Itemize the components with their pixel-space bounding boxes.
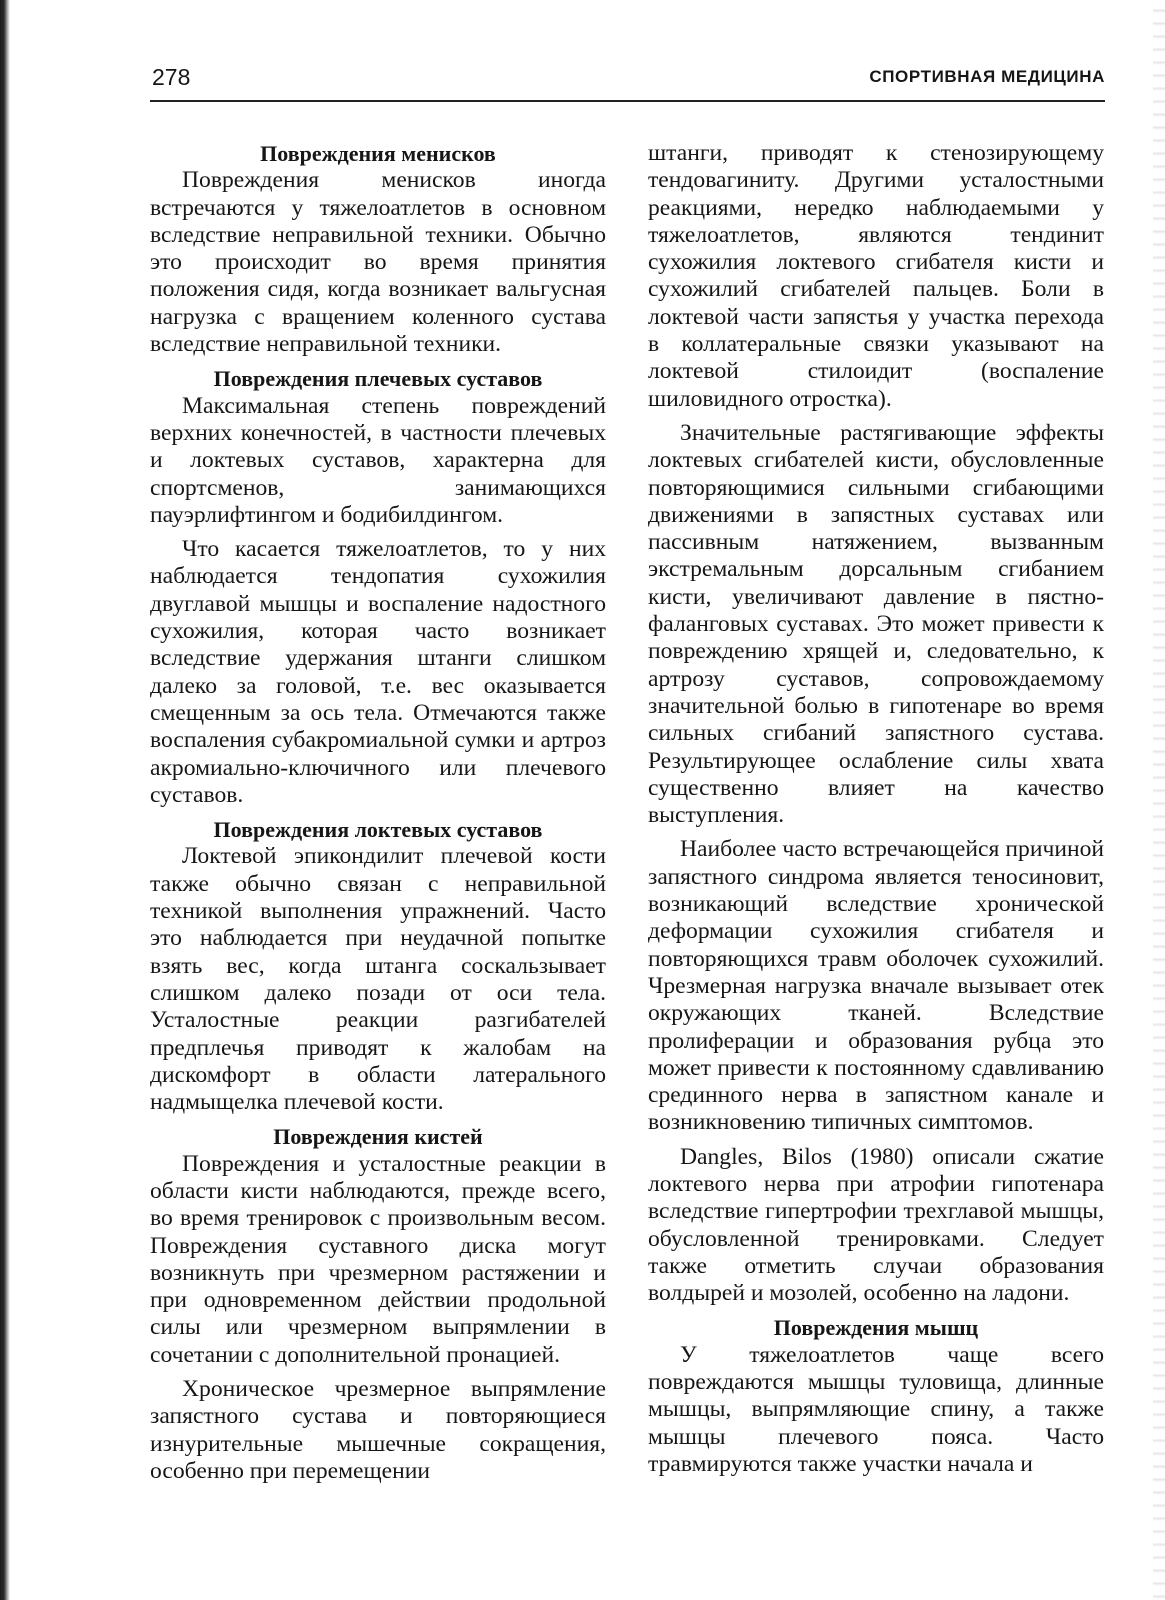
paragraph: Хроническое чрезмерное выпрямление запястного сустава и повторяющиеся изнурительные мышечные сокращения, особенно при перемещении [150,1376,606,1484]
paragraph-continued: штанги, приводят к стенозирующему тендовагиниту. Другими усталостными реакциями, нередко наблюдаемыми у тяжелоатлетов, являются тендинит сухожилия локтевого сгибателя кисти и сухожилий сгибателей пальцев. Боли в локтевой части запястья у участка перехода в коллатеральные связки указывают на локтевой стилоидит (воспаление шиловидного отростка). [648,140,1104,412]
running-title: СПОРТИВНАЯ МЕДИЦИНА [869,67,1105,86]
paragraph: Локтевой эпикондилит плечевой кости также обычно связан с неправильной техникой выполнения упражнений. Часто это наблюдается при неудачной попытке взять вес, когда штанга соскальзывает слишком далеко позади от оси тела. Усталостные реакции разгибателей предплечья приводят к жалобам на дискомфорт в области латерального надмыщелка плечевой кости. [150,843,606,1116]
paragraph: Наиболее часто встречающейся причиной запястного синдрома является теносиновит, возникающий вследствие хронической деформации сухожилия сгибателя и повторяющихся травм оболочек сухожилий. Чрезмерная нагрузка вначале вызывает отек окружающих тканей. Вследствие пролиферации и образования рубца это может привести к постоянному сдавливанию срединного нерва в запястном канале и возникновению типичных симптомов. [648,836,1104,1136]
section-heading: Повреждения локтевых суставов [213,817,543,843]
book-spine-shadow [0,0,10,1600]
section-heading: Повреждения плечевых суставов [213,366,543,392]
paragraph: Повреждения менисков иногда встречаются у тяжелоатлетов в основном вследствие неправильной техники. Обычно это происходит во время принятия положения сидя, когда возникает вальгусная нагрузка с вращением коленного сустава вследствие неправильной техники. [150,167,606,358]
paragraph: Значительные растягивающие эффекты локтевых сгибателей кисти, обусловленные повторяющимися сильными сгибающими движениями в запястных суставах или пассивным натяжением, вызванным экстремальным дорсальным сгибанием кисти, увеличивают давление в пястно-фаланговых суставах. Это может привести к повреждению хрящей и, следовательно, к артрозу суставов, сопровождаемому значительной болью в гипотенаре во время сильных сгибаний запястного сустава. Результирующее ослабление силы хвата существенно влияет на качество выступления. [648,419,1104,829]
page-header [150,60,1105,102]
left-column [150,140,606,1492]
paragraph: Максимальная степень повреждений верхних конечностей, в частности плечевых и локтевых суставов, характерна для спортсменов, занимающихся пауэрлифтингом и бодибилдингом. [150,392,606,528]
section-heading: Повреждения менисков [260,141,496,166]
paragraph: У тяжелоатлетов чаще всего повреждаются мышцы туловища, длинные мышцы, выпрямляющие спину, а также мышцы плечевого пояса. Часто травмируются также участки начала и [648,1341,1104,1477]
paragraph: Dangles, Bilos (1980) описали сжатие локтевого нерва при атрофии гипотенара вследствие гипертрофии трехглавой мышцы, обусловленной тренировками. Следует также отметить случаи образования волдырей и мозолей, особенно на ладони. [648,1143,1104,1307]
paragraph: Повреждения и усталостные реакции в области кисти наблюдаются, прежде всего, во время тренировок с произвольным весом. Повреждения суставного диска могут возникнуть при чрезмерном растяжении и при одновременном действии продольной силы или чрезмерном выпрямлении в сочетании с дополнительной пронацией. [150,1150,606,1368]
section-heading: Повреждения мышц [773,1315,979,1341]
page-edge-shadow [1153,0,1165,1600]
right-column [648,140,1104,1485]
page-number: 278 [152,64,191,90]
paragraph: Что касается тяжелоатлетов, то у них наблюдается тендопатия сухожилия двуглавой мышцы и воспаление надостного сухожилия, которая часто возникает вследствие удержания штанги слишком далеко за головой, т.е. вес оказывается смещенным за ось тела. Отмечаются также воспаления субакромиальной сумки и артроз акромиально-ключичного или плечевого суставов. [150,536,606,808]
section-heading: Повреждения кистей [273,1124,483,1150]
